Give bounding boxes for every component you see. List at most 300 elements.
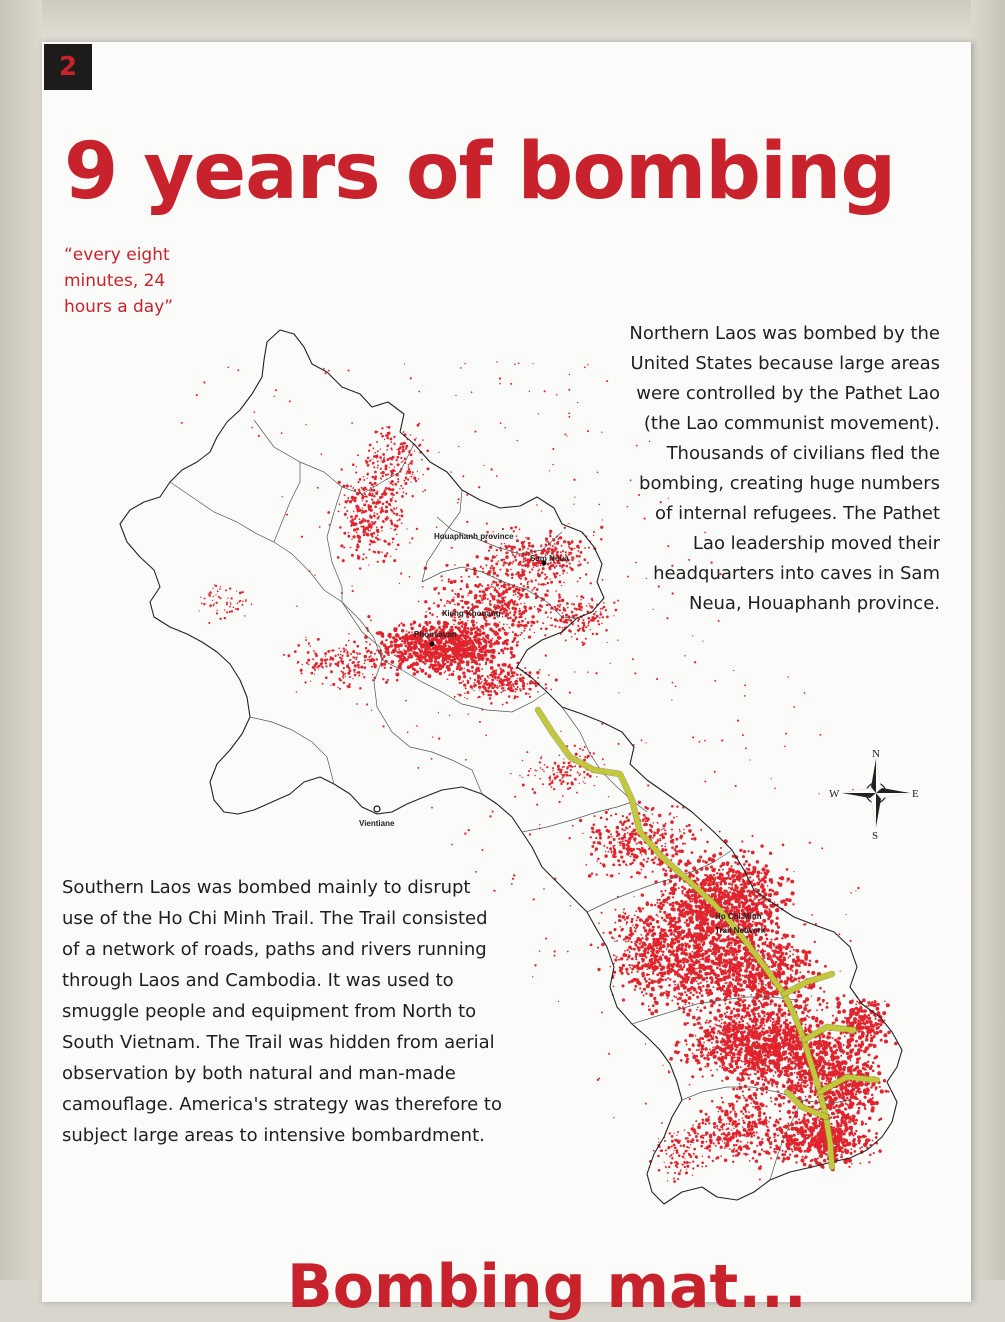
bomb-dot-cluster-1 xyxy=(482,568,484,570)
bomb-dot-cluster-12 xyxy=(668,973,670,975)
bomb-dot-cluster-4 xyxy=(391,449,392,450)
bomb-dot-cluster-5 xyxy=(304,681,306,683)
bomb-dot-cluster-2 xyxy=(559,564,562,567)
bomb-dot-cluster-11 xyxy=(659,906,663,910)
bomb-dot-cluster-7 xyxy=(580,606,583,609)
bomb-dot-cluster-6 xyxy=(515,680,516,681)
bomb-dot-cluster-4 xyxy=(397,478,399,480)
bomb-dot-cluster-3 xyxy=(395,525,398,528)
bomb-dot-cluster-0 xyxy=(398,648,400,650)
bomb-dot-cluster-12 xyxy=(649,918,651,920)
bomb-dot-cluster-3 xyxy=(367,527,369,529)
bomb-dot-cluster-10 xyxy=(612,845,614,847)
bomb-dot-cluster-12 xyxy=(695,912,697,914)
bomb-dot-cluster-5 xyxy=(312,672,313,673)
bomb-dot-cluster-12 xyxy=(677,969,679,971)
bomb-dot-cluster-3 xyxy=(393,512,395,514)
bomb-dot-cluster-11 xyxy=(785,898,788,901)
bomb-dot-cluster-10 xyxy=(662,824,665,827)
bomb-dot-cluster-9 xyxy=(594,785,596,787)
bomb-dot-cluster-0 xyxy=(497,664,500,667)
bomb-dot-cluster-12 xyxy=(704,913,708,917)
bomb-dot-cluster-5 xyxy=(343,675,344,676)
bomb-dot-cluster-2 xyxy=(600,526,603,529)
bomb-dot-cluster-5 xyxy=(354,671,356,673)
bomb-dot-cluster-5 xyxy=(346,654,349,657)
bomb-dot-cluster-0 xyxy=(471,629,473,631)
bomb-dot-cluster-0 xyxy=(435,639,438,642)
bomb-dot-cluster-10 xyxy=(664,846,666,848)
bomb-dot-cluster-12 xyxy=(651,988,655,992)
bomb-dot-cluster-2 xyxy=(502,564,504,566)
bomb-dot-cluster-1 xyxy=(527,586,530,589)
bomb-dot-cluster-0 xyxy=(505,642,508,645)
bomb-dot-cluster-10 xyxy=(609,847,612,850)
bomb-dot-cluster-9 xyxy=(569,787,571,789)
bomb-dot-cluster-1 xyxy=(498,600,501,603)
bomb-dot-cluster-8 xyxy=(215,585,217,587)
bomb-dot-cluster-11 xyxy=(751,851,755,855)
wall-left xyxy=(0,0,42,1280)
bomb-dot-cluster-11 xyxy=(740,890,744,894)
bomb-dot-cluster-4 xyxy=(403,431,405,433)
bomb-dot-cluster-7 xyxy=(567,607,569,609)
bomb-dot-cluster-7 xyxy=(577,624,578,625)
bomb-dot-cluster-10 xyxy=(613,847,615,849)
bomb-dot-cluster-10 xyxy=(626,816,629,819)
bomb-dot-cluster-12 xyxy=(659,985,663,989)
bomb-dot-cluster-6 xyxy=(499,685,501,687)
bomb-dot-cluster-4 xyxy=(386,437,388,439)
bomb-dot-cluster-4 xyxy=(392,494,394,496)
bomb-dot-cluster-12 xyxy=(770,923,772,925)
bomb-dot-cluster-2 xyxy=(490,559,493,562)
bomb-dot-cluster-2 xyxy=(492,555,495,558)
bomb-dot-cluster-1 xyxy=(466,583,469,586)
bomb-dot-cluster-3 xyxy=(383,521,385,523)
bomb-dot-cluster-9 xyxy=(566,768,568,770)
bomb-dot-cluster-3 xyxy=(363,479,365,481)
bomb-dot-cluster-5 xyxy=(308,664,310,666)
bomb-dot-cluster-1 xyxy=(465,569,468,572)
bomb-dot-cluster-1 xyxy=(438,592,440,594)
bomb-dot-cluster-5 xyxy=(307,651,310,654)
bomb-dot-cluster-12 xyxy=(686,933,689,936)
bomb-dot-cluster-13 xyxy=(793,949,795,951)
bomb-dot-cluster-5 xyxy=(343,677,344,678)
bomb-dot-cluster-6 xyxy=(515,682,518,685)
bomb-dot-cluster-11 xyxy=(767,885,769,887)
bomb-dot-cluster-10 xyxy=(659,839,661,841)
bomb-dot-cluster-11 xyxy=(787,877,791,881)
bomb-dot-cluster-0 xyxy=(396,668,399,671)
bomb-dot-cluster-6 xyxy=(478,686,481,689)
bomb-dot-cluster-12 xyxy=(726,982,728,984)
bomb-dot-cluster-12 xyxy=(696,980,698,982)
bomb-dot-cluster-8 xyxy=(208,593,209,594)
bomb-dot-cluster-7 xyxy=(559,604,561,606)
bomb-dot-cluster-4 xyxy=(374,477,377,480)
bomb-dot-cluster-3 xyxy=(377,499,379,501)
bomb-dot-cluster-4 xyxy=(401,495,404,498)
bomb-dot-cluster-3 xyxy=(386,492,388,494)
bomb-dot-cluster-0 xyxy=(500,637,502,639)
bomb-dot-cluster-3 xyxy=(371,536,373,538)
bomb-dot-cluster-10 xyxy=(600,816,603,819)
bomb-dot-cluster-4 xyxy=(387,487,390,490)
bomb-dot-cluster-10 xyxy=(679,831,681,833)
bomb-dot-cluster-9 xyxy=(559,755,561,757)
bomb-dot-cluster-1 xyxy=(554,606,556,608)
bomb-dot-cluster-0 xyxy=(381,635,384,638)
bomb-dot-cluster-4 xyxy=(405,447,407,449)
bomb-dot-cluster-8 xyxy=(201,602,203,604)
bomb-dot-cluster-0 xyxy=(448,674,450,676)
bomb-dot-cluster-5 xyxy=(344,650,346,652)
bomb-dot-cluster-11 xyxy=(684,916,686,918)
bomb-dot-cluster-10 xyxy=(624,839,626,841)
bomb-dot-cluster-10 xyxy=(624,829,626,831)
bomb-dot-cluster-12 xyxy=(636,941,638,943)
bomb-dot-cluster-2 xyxy=(515,559,518,562)
bomb-dot-cluster-5 xyxy=(364,662,366,664)
bomb-dot-cluster-7 xyxy=(600,608,602,610)
bomb-dot-cluster-2 xyxy=(552,545,554,547)
bomb-dot-cluster-0 xyxy=(394,654,396,656)
bomb-dot-cluster-6 xyxy=(459,694,462,697)
bomb-dot-cluster-10 xyxy=(653,822,654,823)
bomb-dot-cluster-11 xyxy=(737,875,741,879)
bomb-dot-cluster-11 xyxy=(681,886,684,889)
bomb-dot-cluster-3 xyxy=(399,488,400,489)
bomb-dot-cluster-6 xyxy=(501,685,503,687)
bomb-dot-cluster-2 xyxy=(588,547,590,549)
bomb-dot-cluster-6 xyxy=(495,672,497,674)
bomb-dot-cluster-1 xyxy=(536,588,539,591)
bomb-dot-cluster-6 xyxy=(502,690,504,692)
bomb-dot-cluster-12 xyxy=(684,948,687,951)
bomb-dot-cluster-1 xyxy=(542,622,544,624)
bomb-dot-cluster-10 xyxy=(622,815,624,817)
bomb-dot-cluster-10 xyxy=(593,831,595,833)
bomb-dot-cluster-11 xyxy=(775,908,779,912)
bomb-dot-cluster-0 xyxy=(439,672,442,675)
bomb-dot-cluster-0 xyxy=(364,655,367,658)
bomb-dot-cluster-10 xyxy=(620,856,623,859)
bomb-dot-cluster-3 xyxy=(357,454,359,456)
bomb-dot-cluster-6 xyxy=(463,667,465,669)
bomb-dot-cluster-10 xyxy=(594,815,596,817)
bomb-dot-cluster-10 xyxy=(706,841,709,844)
bomb-dot-cluster-13 xyxy=(798,980,800,982)
bomb-dot-cluster-3 xyxy=(385,501,388,504)
bomb-dot-cluster-3 xyxy=(405,493,407,495)
bomb-dot-cluster-6 xyxy=(473,690,474,691)
bomb-dot-cluster-12 xyxy=(740,999,743,1002)
bomb-dot-cluster-6 xyxy=(522,681,524,683)
bomb-dot-cluster-0 xyxy=(434,667,438,671)
bomb-dot-cluster-10 xyxy=(658,814,662,818)
bomb-dot-cluster-6 xyxy=(539,669,541,671)
bomb-dot-cluster-6 xyxy=(514,681,515,682)
bomb-dot-cluster-1 xyxy=(489,602,490,603)
bomb-dot-cluster-4 xyxy=(427,467,430,470)
bomb-dot-cluster-10 xyxy=(626,852,629,855)
bomb-dot-cluster-10 xyxy=(591,872,593,874)
bomb-dot-cluster-1 xyxy=(545,627,548,630)
bomb-dot-cluster-2 xyxy=(554,546,555,547)
bomb-dot-cluster-5 xyxy=(338,647,340,649)
bomb-dot-cluster-0 xyxy=(418,624,421,627)
bomb-dot-cluster-2 xyxy=(571,568,574,571)
bomb-dot-cluster-0 xyxy=(464,645,466,647)
bomb-dot-cluster-12 xyxy=(710,908,713,911)
bomb-dot-cluster-1 xyxy=(505,613,508,616)
bomb-dot-cluster-3 xyxy=(340,544,343,547)
bomb-dot-cluster-12 xyxy=(668,936,670,938)
bomb-dot-cluster-5 xyxy=(368,656,370,658)
bomb-dot-cluster-1 xyxy=(457,603,460,606)
bomb-dot-cluster-2 xyxy=(514,555,517,558)
bomb-dot-cluster-2 xyxy=(564,527,566,529)
bomb-dot-cluster-1 xyxy=(516,635,518,637)
bomb-dot-cluster-0 xyxy=(390,644,394,648)
bomb-dot-cluster-1 xyxy=(513,594,515,596)
bomb-dot-cluster-2 xyxy=(512,561,514,563)
bomb-dot-cluster-2 xyxy=(521,542,524,545)
bomb-dot-cluster-6 xyxy=(489,694,492,697)
bomb-dot-cluster-12 xyxy=(695,991,698,994)
bomb-dot-cluster-2 xyxy=(546,540,548,542)
bomb-dot-cluster-12 xyxy=(616,940,618,942)
bomb-dot-cluster-10 xyxy=(607,838,609,840)
bomb-dot-cluster-9 xyxy=(535,769,537,771)
bomb-dot-cluster-6 xyxy=(516,673,519,676)
bomb-dot-cluster-2 xyxy=(518,548,521,551)
bomb-dot-cluster-11 xyxy=(757,871,761,875)
bomb-dot-cluster-9 xyxy=(577,771,579,773)
bomb-dot-cluster-1 xyxy=(530,625,532,627)
bomb-dot-cluster-10 xyxy=(671,805,674,808)
bomb-dot-cluster-11 xyxy=(772,890,775,893)
bomb-dot-cluster-12 xyxy=(677,940,679,942)
bomb-dot-cluster-2 xyxy=(516,539,519,542)
bomb-dot-cluster-6 xyxy=(472,671,473,672)
bomb-dot-cluster-12 xyxy=(625,968,628,971)
bomb-dot-cluster-11 xyxy=(758,899,761,902)
bomb-dot-cluster-5 xyxy=(371,666,373,668)
bomb-dot-cluster-1 xyxy=(471,603,473,605)
bomb-dot-cluster-1 xyxy=(472,627,475,630)
bomb-dot-cluster-12 xyxy=(680,983,684,987)
bomb-dot-cluster-10 xyxy=(629,826,631,828)
bomb-dot-cluster-6 xyxy=(513,671,516,674)
bomb-dot-cluster-1 xyxy=(492,586,494,588)
bomb-dot-cluster-12 xyxy=(757,950,759,952)
bomb-dot-cluster-0 xyxy=(457,668,459,670)
bomb-dot-cluster-6 xyxy=(474,679,476,681)
bomb-dot-cluster-11 xyxy=(689,921,692,924)
bomb-dot-cluster-10 xyxy=(631,822,634,825)
bomb-dot-cluster-4 xyxy=(380,477,382,479)
bomb-dot-cluster-13 xyxy=(770,999,774,1003)
bomb-dot-cluster-8 xyxy=(245,600,247,602)
bomb-dot-cluster-2 xyxy=(527,565,528,566)
bomb-dot-cluster-13 xyxy=(809,960,811,962)
bomb-dot-cluster-2 xyxy=(504,543,505,544)
bomb-dot-cluster-0 xyxy=(427,641,429,643)
bomb-dot-cluster-5 xyxy=(349,676,351,678)
bomb-dot-cluster-4 xyxy=(372,462,375,465)
bomb-dot-cluster-4 xyxy=(408,468,410,470)
bomb-dot-cluster-3 xyxy=(339,526,342,529)
bomb-dot-cluster-1 xyxy=(531,590,533,592)
bomb-dot-cluster-1 xyxy=(519,608,521,610)
bomb-dot-cluster-3 xyxy=(370,526,372,528)
bomb-dot-cluster-10 xyxy=(585,864,587,866)
bomb-dot-cluster-0 xyxy=(426,647,430,651)
bomb-dot-cluster-1 xyxy=(505,555,509,559)
bomb-dot-cluster-12 xyxy=(638,982,640,984)
bomb-dot-cluster-6 xyxy=(473,682,475,684)
bomb-dot-cluster-9 xyxy=(560,783,562,785)
bomb-dot-cluster-11 xyxy=(659,910,661,912)
bomb-dot-cluster-11 xyxy=(769,852,772,855)
bomb-dot-cluster-6 xyxy=(457,694,459,696)
bomb-dot-cluster-0 xyxy=(415,662,419,666)
bomb-dot-cluster-2 xyxy=(571,541,573,543)
bomb-dot-cluster-3 xyxy=(398,518,400,520)
bomb-dot-cluster-8 xyxy=(212,588,213,589)
bomb-dot-cluster-1 xyxy=(539,609,542,612)
bomb-dot-cluster-2 xyxy=(574,548,576,550)
bomb-dot-cluster-3 xyxy=(365,496,366,497)
bomb-dot-cluster-6 xyxy=(508,689,509,690)
bomb-dot-cluster-8 xyxy=(226,604,228,606)
bomb-dot-cluster-12 xyxy=(717,950,720,953)
bomb-dot-cluster-2 xyxy=(584,558,587,561)
bomb-dot-cluster-10 xyxy=(626,847,629,850)
bomb-dot-cluster-0 xyxy=(402,624,405,627)
bomb-dot-cluster-1 xyxy=(511,573,514,576)
bomb-dot-cluster-6 xyxy=(545,683,547,685)
bomb-dot-cluster-12 xyxy=(669,978,671,980)
bomb-dot-cluster-10 xyxy=(600,862,602,864)
bomb-dot-cluster-8 xyxy=(235,608,237,610)
bomb-dot-cluster-2 xyxy=(546,551,548,553)
bomb-dot-cluster-6 xyxy=(485,661,487,663)
bomb-dot-cluster-1 xyxy=(524,624,527,627)
bomb-dot-cluster-6 xyxy=(508,695,511,698)
bomb-dot-cluster-11 xyxy=(682,842,684,844)
bomb-dot-cluster-6 xyxy=(469,671,471,673)
bomb-dot-cluster-0 xyxy=(424,672,427,675)
bomb-dot-cluster-4 xyxy=(398,448,401,451)
bomb-dot-cluster-2 xyxy=(593,531,595,533)
bomb-dot-cluster-5 xyxy=(353,640,356,643)
bomb-dot-cluster-2 xyxy=(528,581,530,583)
bomb-dot-cluster-10 xyxy=(617,859,620,862)
bomb-dot-cluster-5 xyxy=(344,673,346,675)
bomb-dot-cluster-3 xyxy=(358,540,361,543)
bomb-dot-cluster-7 xyxy=(588,621,590,623)
bomb-dot-cluster-10 xyxy=(622,840,624,842)
bomb-dot-cluster-3 xyxy=(363,489,365,491)
bomb-dot-cluster-1 xyxy=(475,555,478,558)
bomb-dot-cluster-1 xyxy=(529,571,531,573)
bomb-dot-cluster-6 xyxy=(510,667,513,670)
bomb-dot-cluster-3 xyxy=(399,515,401,517)
bomb-dot-cluster-12 xyxy=(667,977,669,979)
bomb-dot-cluster-12 xyxy=(684,973,686,975)
bomb-dot-cluster-1 xyxy=(540,628,542,630)
bomb-dot-cluster-11 xyxy=(764,872,768,876)
bomb-dot-cluster-6 xyxy=(519,688,521,690)
bomb-dot-cluster-5 xyxy=(310,681,311,682)
bomb-dot-cluster-12 xyxy=(667,997,669,999)
bomb-dot-cluster-12 xyxy=(708,935,710,937)
bomb-dot-cluster-4 xyxy=(414,450,415,451)
bomb-dot-cluster-12 xyxy=(682,976,684,978)
bomb-dot-cluster-2 xyxy=(540,564,542,566)
bomb-dot-cluster-1 xyxy=(561,585,562,586)
bomb-dot-cluster-3 xyxy=(343,532,346,535)
bomb-dot-cluster-0 xyxy=(454,649,456,651)
bomb-dot-cluster-11 xyxy=(768,893,772,897)
bomb-dot-cluster-10 xyxy=(683,829,685,831)
bomb-dot-cluster-0 xyxy=(428,621,431,624)
bomb-dot-cluster-10 xyxy=(673,816,675,818)
bomb-dot-cluster-4 xyxy=(415,480,417,482)
bomb-dot-cluster-2 xyxy=(547,563,550,566)
bomb-dot-cluster-3 xyxy=(355,549,358,552)
bomb-dot-cluster-5 xyxy=(354,657,356,659)
bomb-dot-cluster-3 xyxy=(374,482,377,485)
bomb-dot-cluster-4 xyxy=(393,436,395,438)
bomb-dot-cluster-12 xyxy=(688,996,692,1000)
bomb-dot-cluster-2 xyxy=(585,573,587,575)
bomb-dot-cluster-6 xyxy=(550,689,552,691)
bomb-dot-cluster-2 xyxy=(497,560,499,562)
bomb-dot-cluster-1 xyxy=(475,627,478,630)
bomb-dot-cluster-5 xyxy=(305,639,307,641)
bomb-dot-cluster-5 xyxy=(314,669,316,671)
bomb-dot-cluster-12 xyxy=(677,931,681,935)
bomb-dot-cluster-0 xyxy=(482,632,486,636)
bomb-dot-cluster-6 xyxy=(494,676,497,679)
bomb-dot-cluster-11 xyxy=(674,883,677,886)
bomb-dot-cluster-2 xyxy=(500,559,503,562)
bomb-dot-cluster-0 xyxy=(412,627,414,629)
bomb-dot-cluster-10 xyxy=(673,842,675,844)
bomb-dot-cluster-0 xyxy=(445,670,447,672)
bomb-dot-cluster-11 xyxy=(770,939,772,941)
bomb-dot-cluster-11 xyxy=(683,887,686,890)
bomb-dot-cluster-6 xyxy=(503,670,505,672)
bomb-dot-cluster-3 xyxy=(374,471,377,474)
bomb-dot-cluster-9 xyxy=(593,752,595,754)
bomb-dot-cluster-2 xyxy=(495,562,498,565)
bomb-dot-cluster-0 xyxy=(453,658,456,661)
bomb-dot-cluster-11 xyxy=(727,898,731,902)
bomb-dot-cluster-11 xyxy=(672,904,675,907)
bomb-dot-cluster-3 xyxy=(381,530,382,531)
bomb-dot-cluster-12 xyxy=(714,974,717,977)
bomb-dot-cluster-3 xyxy=(351,518,354,521)
bomb-dot-cluster-3 xyxy=(401,510,404,513)
bomb-dot-cluster-11 xyxy=(713,874,715,876)
bomb-dot-cluster-0 xyxy=(426,644,428,646)
